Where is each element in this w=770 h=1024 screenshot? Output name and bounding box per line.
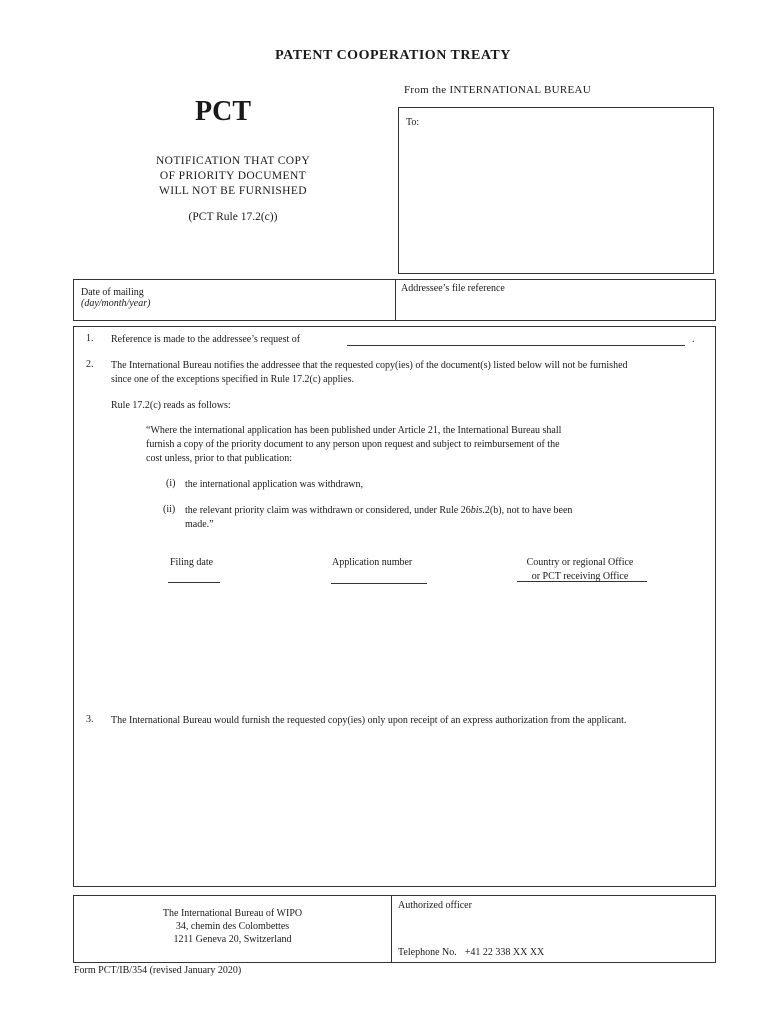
notification-line: OF PRIORITY DOCUMENT — [159, 170, 307, 182]
quote-line: “Where the international application has been published under Article 21, the International Bureau shall — [146, 425, 562, 436]
item-2-line: The International Bureau notifies the addressee that the requested copy(ies) of the document(s) listed below will not be furnished — [111, 360, 628, 371]
to-label: To: — [406, 117, 420, 128]
application-number-label: Application number — [332, 557, 413, 568]
rule-quote — [146, 424, 646, 466]
country-office-line: Country or regional Office — [526, 557, 634, 568]
country-office-label — [510, 556, 650, 584]
addressee-box — [398, 107, 714, 274]
item-2-line: since one of the exceptions specified in Rule 17.2(c) applies. — [111, 374, 354, 385]
form-identifier: Form PCT/IB/354 (revised January 2020) — [74, 965, 242, 976]
notification-line: WILL NOT BE FURNISHED — [159, 185, 307, 197]
filing-date-label: Filing date — [170, 557, 214, 568]
telephone — [398, 947, 544, 958]
main-content-box — [73, 326, 716, 887]
mailing-row — [73, 279, 716, 321]
sub-i-text: the international application was withdrawn, — [185, 479, 364, 490]
sub-ii-text — [185, 504, 645, 532]
country-office-line: or PCT receiving Office — [531, 571, 629, 582]
sub-i-number: (i) — [166, 478, 176, 489]
item-3-text: The International Bureau would furnish the requested copy(ies) only upon receipt of an express authorization from the applicant. — [111, 715, 627, 726]
item-2-number: 2. — [86, 359, 94, 370]
footer-divider — [391, 896, 392, 962]
authorized-officer-label: Authorized officer — [398, 900, 472, 911]
item-1-end: . — [692, 334, 695, 345]
sub-ii-bis: bis — [470, 505, 483, 516]
wipo-address-line: 34, chemin des Colombettes — [175, 921, 290, 932]
quote-line: furnish a copy of the priority document to any person upon request and subject to reimbursement of the — [146, 439, 560, 450]
rule-reads: Rule 17.2(c) reads as follows: — [111, 400, 231, 411]
date-of-mailing-label: Date of mailing — [81, 287, 144, 298]
footer-box — [73, 895, 716, 963]
sub-ii-post: .2(b), not to have been — [482, 505, 573, 516]
request-date-line — [347, 345, 685, 346]
telephone-value: +41 22 338 XX XX — [464, 947, 545, 958]
item-1-number: 1. — [86, 333, 94, 344]
item-2-text — [111, 359, 711, 387]
item-3-number: 3. — [86, 714, 94, 725]
date-format: (day/month/year) — [81, 298, 151, 309]
country-office-underline — [517, 581, 647, 582]
notification-title — [100, 154, 366, 199]
from-line: From the INTERNATIONAL BUREAU — [404, 84, 592, 96]
filing-date-line — [168, 582, 220, 583]
quote-line: cost unless, prior to that publication: — [146, 453, 293, 464]
notification-line: NOTIFICATION THAT COPY — [155, 155, 311, 167]
wipo-address-line: 1211 Geneva 20, Switzerland — [173, 934, 292, 945]
date-of-mailing — [81, 287, 150, 309]
sub-ii-line2: made.” — [185, 519, 214, 530]
form-title: PATENT COOPERATION TREATY — [275, 48, 511, 63]
row-divider — [395, 280, 396, 320]
wipo-address — [74, 907, 391, 946]
pct-heading: PCT — [195, 96, 251, 127]
sub-ii-number: (ii) — [163, 504, 176, 515]
rule-reference: (PCT Rule 17.2(c)) — [188, 211, 278, 223]
application-number-line — [331, 583, 427, 584]
item-1-text: Reference is made to the addressee’s request of — [111, 334, 301, 345]
telephone-label: Telephone No. — [398, 947, 457, 958]
wipo-address-line: The International Bureau of WIPO — [162, 908, 303, 919]
sub-ii-pre: the relevant priority claim was withdrawn or considered, under Rule 26 — [185, 505, 471, 516]
file-reference-label: Addressee’s file reference — [401, 283, 505, 294]
